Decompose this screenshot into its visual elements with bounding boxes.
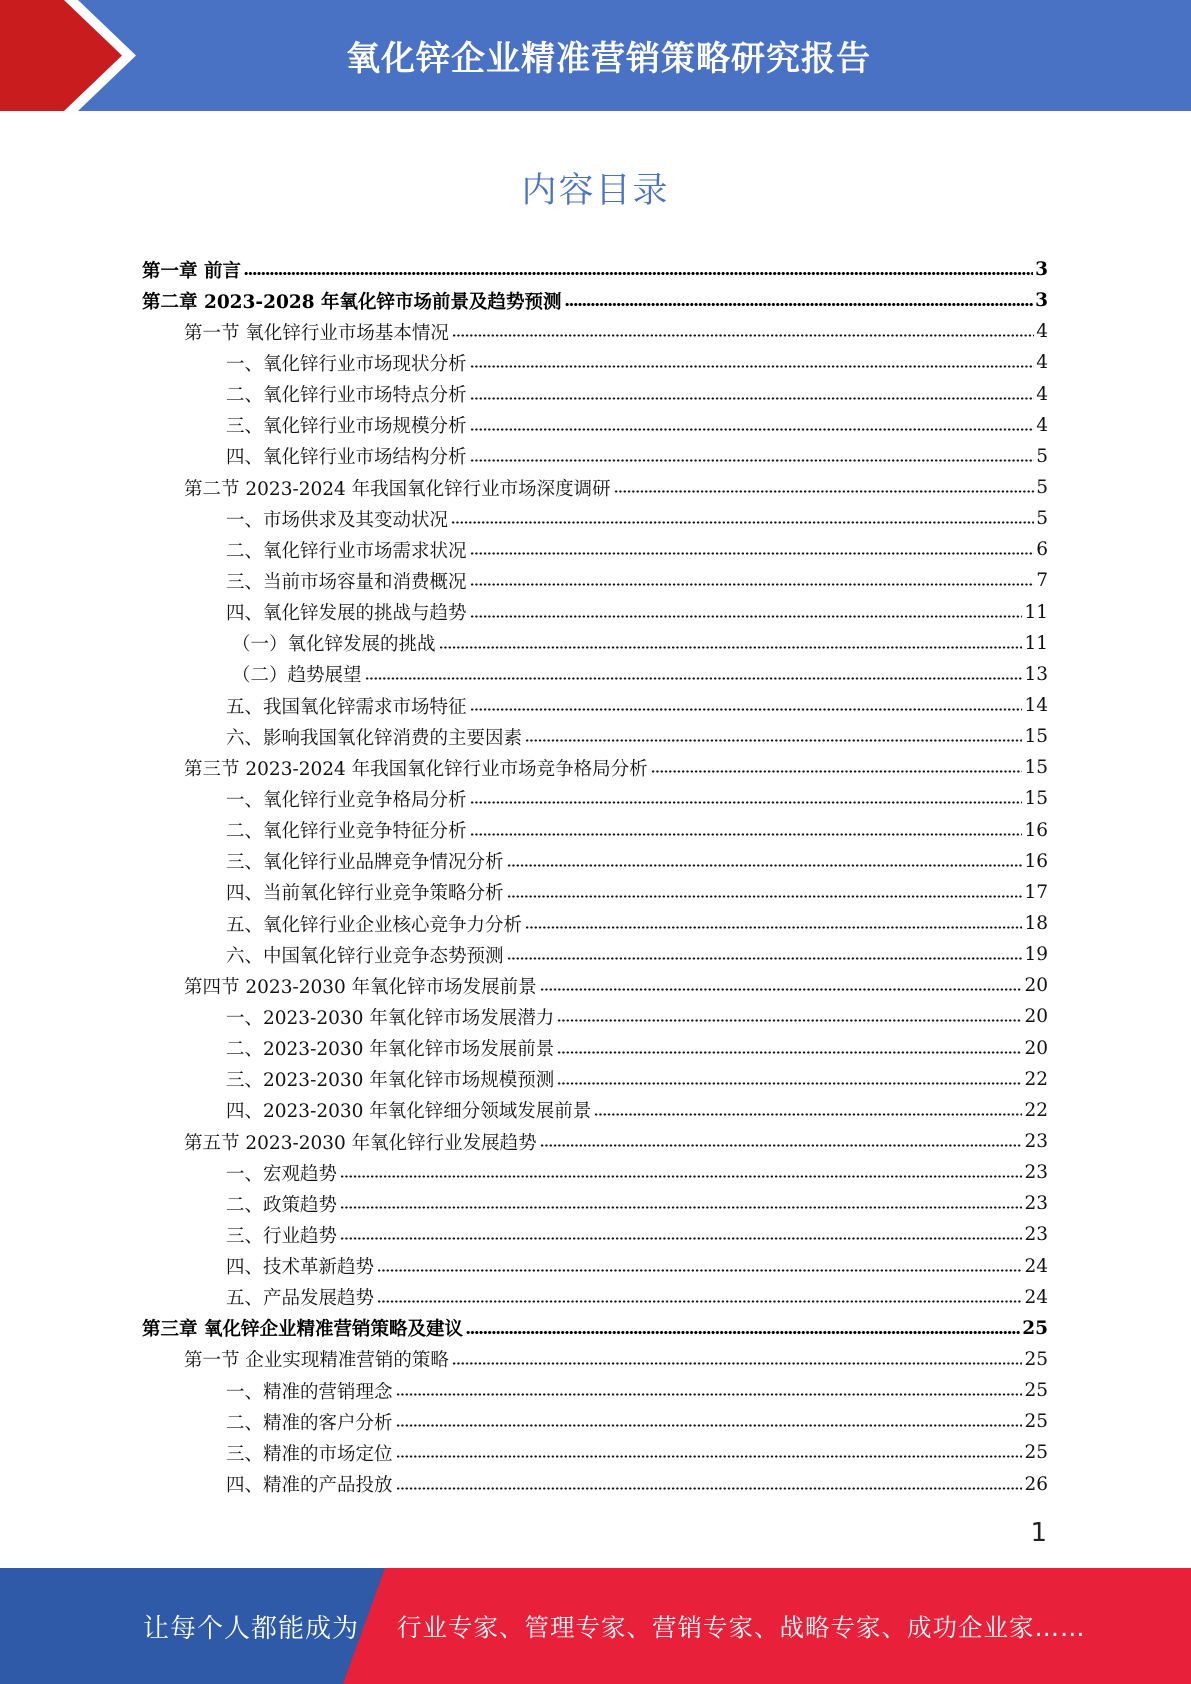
dot-leader xyxy=(396,1392,1023,1397)
dot-leader xyxy=(470,800,1023,805)
dot-leader xyxy=(470,614,1023,619)
dot-leader xyxy=(557,1081,1022,1086)
toc-entry[interactable] xyxy=(142,1313,1048,1344)
toc-entry-title: 六、中国氧化锌行业竞争态势预测 xyxy=(226,945,504,967)
toc-entry-title: 二、氧化锌行业市场特点分析 xyxy=(226,385,467,407)
toc-entry-page: 24 xyxy=(1024,1286,1048,1308)
dot-leader xyxy=(340,1174,1022,1179)
dot-leader xyxy=(470,396,1035,401)
toc-entry-title: 第一节 企业实现精准营销的策略 xyxy=(184,1350,449,1372)
dot-leader xyxy=(451,520,1034,525)
toc-entry[interactable] xyxy=(142,970,1048,1001)
dot-leader xyxy=(540,1143,1023,1148)
toc-entry[interactable] xyxy=(142,1157,1048,1188)
toc-entry-title: 四、氧化锌发展的挑战与趋势 xyxy=(226,603,467,625)
toc-entry-page: 25 xyxy=(1024,1442,1048,1464)
toc-entry-page: 4 xyxy=(1036,352,1048,374)
toc-entry-title: 五、产品发展趋势 xyxy=(226,1288,375,1310)
footer-slogan-right: 行业专家、管理专家、营销专家、战略专家、成功企业家…… xyxy=(397,1612,1086,1642)
toc-entry-page: 20 xyxy=(1024,975,1048,997)
toc-entry[interactable] xyxy=(142,534,1048,565)
report-title: 氧化锌企业精准营销策略研究报告 xyxy=(346,39,871,79)
toc-entry-title: 三、2023-2030 年氧化锌市场规模预测 xyxy=(226,1070,555,1092)
toc-entry-page: 15 xyxy=(1024,788,1048,810)
toc-entry-title: 第二章 2023-2028 年氧化锌市场前景及趋势预测 xyxy=(142,291,562,313)
toc-entry[interactable] xyxy=(142,1126,1048,1157)
toc-entry[interactable] xyxy=(142,1375,1048,1406)
toc-entry-page: 22 xyxy=(1024,1068,1048,1090)
toc-entry-title: 四、技术革新趋势 xyxy=(226,1257,375,1279)
toc-entry[interactable] xyxy=(142,1033,1048,1064)
dot-leader xyxy=(470,707,1023,712)
toc-entry[interactable] xyxy=(142,721,1048,752)
toc-entry[interactable] xyxy=(142,565,1048,596)
toc-entry-page: 5 xyxy=(1036,477,1048,499)
toc-entry[interactable] xyxy=(142,1406,1048,1437)
toc-entry-title: 一、宏观趋势 xyxy=(226,1163,338,1185)
toc-entry-title: 五、我国氧化锌需求市场特征 xyxy=(226,696,467,718)
toc-entry-page: 13 xyxy=(1024,663,1048,685)
toc-entry-title: 五、氧化锌行业企业核心竞争力分析 xyxy=(226,914,523,936)
toc-entry-page: 5 xyxy=(1036,445,1048,467)
dot-leader xyxy=(365,676,1023,681)
dot-leader xyxy=(470,427,1035,432)
dot-leader xyxy=(565,302,1034,307)
toc-entry-title: 二、政策趋势 xyxy=(226,1194,338,1216)
toc-entry-page: 23 xyxy=(1024,1131,1048,1152)
toc-entry-page: 3 xyxy=(1035,290,1048,312)
toc-entry-page: 25 xyxy=(1022,1317,1048,1339)
toc-entry-title: 一、氧化锌行业竞争格局分析 xyxy=(226,789,467,811)
toc-entry[interactable] xyxy=(142,1468,1048,1499)
toc-entry-title: 第三节 2023-2024 年我国氧化锌行业市场竞争格局分析 xyxy=(184,758,648,780)
toc-entry-page: 4 xyxy=(1036,414,1048,436)
toc-entry[interactable] xyxy=(142,254,1048,285)
toc-entry[interactable] xyxy=(142,846,1048,877)
toc-entry-page: 23 xyxy=(1024,1224,1048,1246)
toc-entry-title: 三、当前市场容量和消费概况 xyxy=(226,571,467,593)
dot-leader xyxy=(557,1050,1022,1055)
toc-entry[interactable] xyxy=(142,410,1048,441)
toc-entry-page: 15 xyxy=(1024,726,1048,748)
table-of-contents xyxy=(142,254,1048,1500)
dot-leader xyxy=(396,1423,1023,1428)
toc-entry-title: 四、2023-2030 年氧化锌细分领域发展前景 xyxy=(226,1101,592,1123)
toc-entry-page: 20 xyxy=(1024,1006,1048,1028)
toc-entry[interactable] xyxy=(142,1095,1048,1126)
dot-leader xyxy=(377,1299,1022,1304)
toc-entry[interactable] xyxy=(142,1219,1048,1250)
toc-entry-page: 11 xyxy=(1024,601,1048,623)
toc-entry-page: 23 xyxy=(1024,1162,1048,1184)
toc-entry-title: 第一章 前言 xyxy=(142,260,241,282)
toc-entry-title: 四、精准的产品投放 xyxy=(226,1475,393,1497)
dot-leader xyxy=(507,894,1023,899)
toc-entry-page: 25 xyxy=(1024,1348,1048,1370)
dot-leader xyxy=(340,1236,1022,1241)
toc-entry-page: 15 xyxy=(1024,757,1048,779)
toc-entry-page: 7 xyxy=(1036,570,1048,592)
toc-entry[interactable] xyxy=(142,441,1048,472)
toc-entry-title: 二、氧化锌行业市场需求状况 xyxy=(226,540,467,562)
dot-leader xyxy=(614,489,1035,494)
toc-entry-page: 5 xyxy=(1036,508,1048,530)
page-number: 1 xyxy=(1030,1518,1047,1548)
toc-entry-title: 四、当前氧化锌行业竞争策略分析 xyxy=(226,883,504,905)
toc-entry-title: 三、氧化锌行业品牌竞争情况分析 xyxy=(226,852,504,874)
toc-entry-title: 一、氧化锌行业市场现状分析 xyxy=(226,353,467,375)
toc-entry-title: 三、精准的市场定位 xyxy=(226,1443,393,1465)
toc-entry-page: 22 xyxy=(1024,1099,1048,1121)
toc-entry-page: 23 xyxy=(1024,1193,1048,1215)
toc-entry-page: 25 xyxy=(1024,1411,1048,1433)
toc-entry-page: 16 xyxy=(1024,819,1048,841)
toc-entry-title: （二）趋势展望 xyxy=(232,665,362,687)
dot-leader xyxy=(396,1486,1023,1491)
toc-entry-page: 17 xyxy=(1024,881,1048,903)
toc-entry-page: 19 xyxy=(1024,944,1048,966)
dot-leader xyxy=(340,1205,1022,1210)
toc-entry-title: 二、精准的客户分析 xyxy=(226,1412,393,1434)
toc-entry[interactable] xyxy=(142,877,1048,908)
toc-entry[interactable] xyxy=(142,597,1048,628)
toc-entry[interactable] xyxy=(142,690,1048,721)
footer-slogan-left: 让每个人都能成为 xyxy=(143,1613,360,1644)
dot-leader xyxy=(525,925,1022,930)
toc-entry[interactable] xyxy=(142,503,1048,534)
dot-leader xyxy=(540,987,1023,992)
toc-entry-page: 25 xyxy=(1024,1380,1048,1402)
toc-entry[interactable] xyxy=(142,815,1048,846)
toc-entry[interactable] xyxy=(142,472,1048,503)
toc-entry-title: 一、2023-2030 年氧化锌市场发展潜力 xyxy=(226,1007,555,1029)
dot-leader xyxy=(396,1454,1023,1459)
dot-leader xyxy=(470,364,1035,369)
toc-entry[interactable] xyxy=(142,1437,1048,1468)
footer-banner xyxy=(0,1568,1191,1684)
dot-leader xyxy=(470,832,1023,837)
toc-entry-page: 24 xyxy=(1024,1255,1048,1277)
toc-entry-title: 第四节 2023-2030 年氧化锌市场发展前景 xyxy=(184,976,537,998)
toc-entry[interactable] xyxy=(142,379,1048,410)
dot-leader xyxy=(452,1361,1023,1366)
toc-entry-title: 第五节 2023-2030 年氧化锌行业发展趋势 xyxy=(184,1132,537,1154)
toc-entry-title: 第三章 氧化锌企业精准营销策略及建议 xyxy=(142,1319,463,1341)
toc-entry[interactable] xyxy=(142,285,1048,316)
dot-leader xyxy=(439,645,1023,650)
toc-entry-page: 4 xyxy=(1036,383,1048,405)
dot-leader xyxy=(507,956,1023,961)
toc-entry-page: 20 xyxy=(1024,1037,1048,1059)
toc-entry-page: 14 xyxy=(1024,695,1048,717)
toc-entry[interactable] xyxy=(142,659,1048,690)
toc-entry-page: 16 xyxy=(1024,850,1048,872)
toc-entry[interactable] xyxy=(142,316,1048,347)
toc-entry-page: 11 xyxy=(1024,632,1048,654)
toc-entry-title: 第二节 2023-2024 年我国氧化锌行业市场深度调研 xyxy=(184,478,611,500)
toc-entry-page: 26 xyxy=(1024,1473,1048,1495)
dot-leader xyxy=(651,769,1023,774)
toc-entry-title: 三、行业趋势 xyxy=(226,1225,338,1247)
toc-entry-title: 二、2023-2030 年氧化锌市场发展前景 xyxy=(226,1039,555,1061)
dot-leader xyxy=(470,551,1035,556)
toc-entry[interactable] xyxy=(142,1282,1048,1313)
toc-entry[interactable] xyxy=(142,1001,1048,1032)
dot-leader xyxy=(470,582,1035,587)
toc-entry[interactable] xyxy=(142,1064,1048,1095)
dot-leader xyxy=(377,1268,1022,1273)
toc-entry[interactable] xyxy=(142,1251,1048,1282)
toc-entry-title: 第一节 氧化锌行业市场基本情况 xyxy=(184,322,449,344)
toc-entry-page: 6 xyxy=(1036,539,1048,561)
dot-leader xyxy=(557,1018,1022,1023)
toc-entry-title: 四、氧化锌行业市场结构分析 xyxy=(226,447,467,469)
dot-leader xyxy=(594,1112,1022,1117)
toc-entry-title: （一）氧化锌发展的挑战 xyxy=(232,634,436,656)
toc-entry[interactable] xyxy=(142,783,1048,814)
toc-entry[interactable] xyxy=(142,1344,1048,1375)
dot-leader xyxy=(507,863,1023,868)
dot-leader xyxy=(466,1330,1020,1335)
toc-entry-title: 三、氧化锌行业市场规模分析 xyxy=(226,416,467,438)
toc-entry[interactable] xyxy=(142,628,1048,659)
toc-entry[interactable] xyxy=(142,752,1048,783)
toc-entry-title: 二、氧化锌行业竞争特征分析 xyxy=(226,821,467,843)
toc-entry[interactable] xyxy=(142,347,1048,378)
toc-entry-title: 一、精准的营销理念 xyxy=(226,1381,393,1403)
toc-entry-page: 3 xyxy=(1035,259,1048,281)
dot-leader xyxy=(452,333,1034,338)
dot-leader xyxy=(244,271,1033,276)
dot-leader xyxy=(525,738,1022,743)
toc-entry[interactable] xyxy=(142,1188,1048,1219)
toc-entry-page: 18 xyxy=(1024,913,1048,935)
toc-entry-title: 一、市场供求及其变动状况 xyxy=(226,509,449,531)
toc-heading: 内容目录 xyxy=(521,171,670,211)
dot-leader xyxy=(470,458,1035,463)
toc-entry[interactable] xyxy=(142,939,1048,970)
toc-entry-title: 六、影响我国氧化锌消费的主要因素 xyxy=(226,727,523,749)
toc-entry-page: 4 xyxy=(1036,321,1048,343)
toc-entry[interactable] xyxy=(142,908,1048,939)
header-banner xyxy=(0,0,1191,111)
